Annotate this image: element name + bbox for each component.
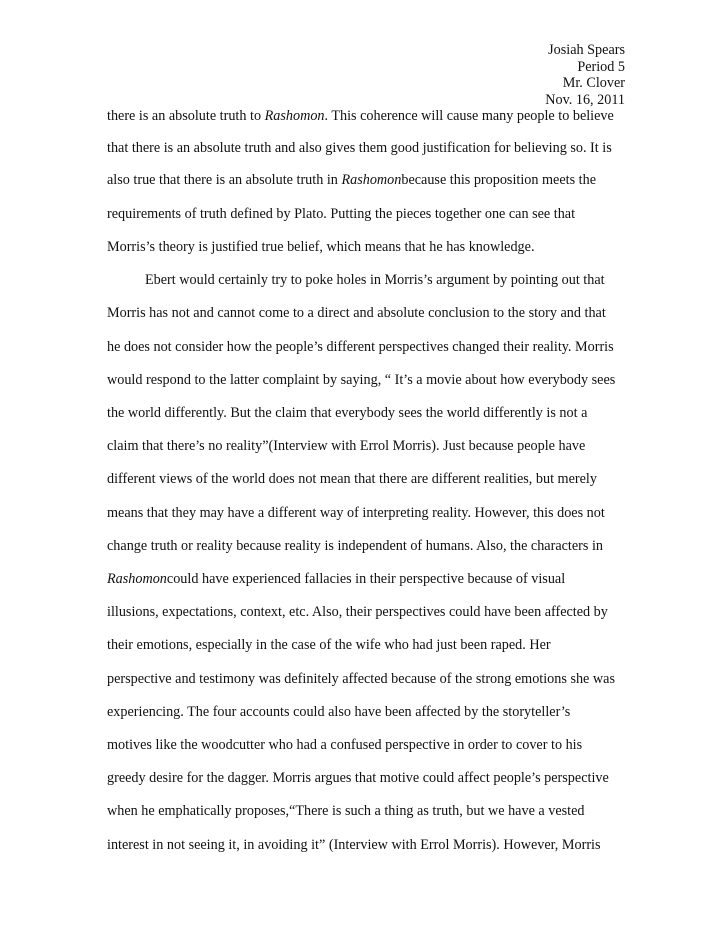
text-line: would respond to the latter complaint by saying, “ It’s a movie about how everybody sees (107, 372, 616, 388)
text-line: illusions, expectations, context, etc. Also, their perspectives could have been affected by (107, 604, 608, 620)
text-line: also true that there is an absolute truth in Rashomonbecause this proposition meets the (107, 172, 596, 188)
text-line: that there is an absolute truth and also gives them good justification for believing so. It is (107, 140, 612, 156)
text-line: the world differently. But the claim that everybody sees the world differently is not a (107, 405, 588, 421)
text-line: motives like the woodcutter who had a confused perspective in order to cover to his (107, 737, 583, 753)
text-line: claim that there’s no reality”(Interview with Errol Morris). Just because people have (107, 438, 586, 454)
page-header (545, 42, 625, 108)
class-period: Period 5 (577, 58, 625, 75)
text-line: Morris’s theory is justified true belief, which means that he has knowledge. (107, 239, 535, 255)
text-line: greedy desire for the dagger. Morris argues that motive could affect people’s perspective (107, 770, 609, 786)
text-line: different views of the world does not mean that there are different realities, but merely (107, 471, 597, 487)
text-line: Rashomoncould have experienced fallacies in their perspective because of visual (107, 571, 566, 587)
text-line: there is an absolute truth to Rashomon. This coherence will cause many people to believe (107, 108, 614, 124)
text-line: their emotions, especially in the case of the wife who had just been raped. Her (107, 637, 551, 653)
document-date: Nov. 16, 2011 (545, 91, 625, 108)
text-line: interest in not seeing it, in avoiding it” (Interview with Errol Morris). However, Morris (107, 837, 601, 853)
text-line: perspective and testimony was definitely affected because of the strong emotions she was (107, 671, 615, 687)
text-line: he does not consider how the people’s different perspectives changed their reality. Morris (107, 339, 614, 355)
author-name: Josiah Spears (548, 42, 625, 58)
text-line: change truth or reality because reality is independent of humans. Also, the characters in (107, 538, 603, 554)
text-line: Morris has not and cannot come to a direct and absolute conclusion to the story and that (107, 305, 606, 321)
teacher-name: Mr. Clover (562, 75, 625, 91)
text-line: experiencing. The four accounts could also have been affected by the storyteller’s (107, 704, 571, 720)
text-line: when he emphatically proposes,“There is such a thing as truth, but we have a vested (107, 803, 585, 819)
text-line: Ebert would certainly try to poke holes in Morris’s argument by pointing out that (145, 272, 605, 288)
text-line: requirements of truth defined by Plato. Putting the pieces together one can see that (107, 206, 576, 222)
text-line: means that they may have a different way of interpreting reality. However, this does not (107, 505, 605, 521)
